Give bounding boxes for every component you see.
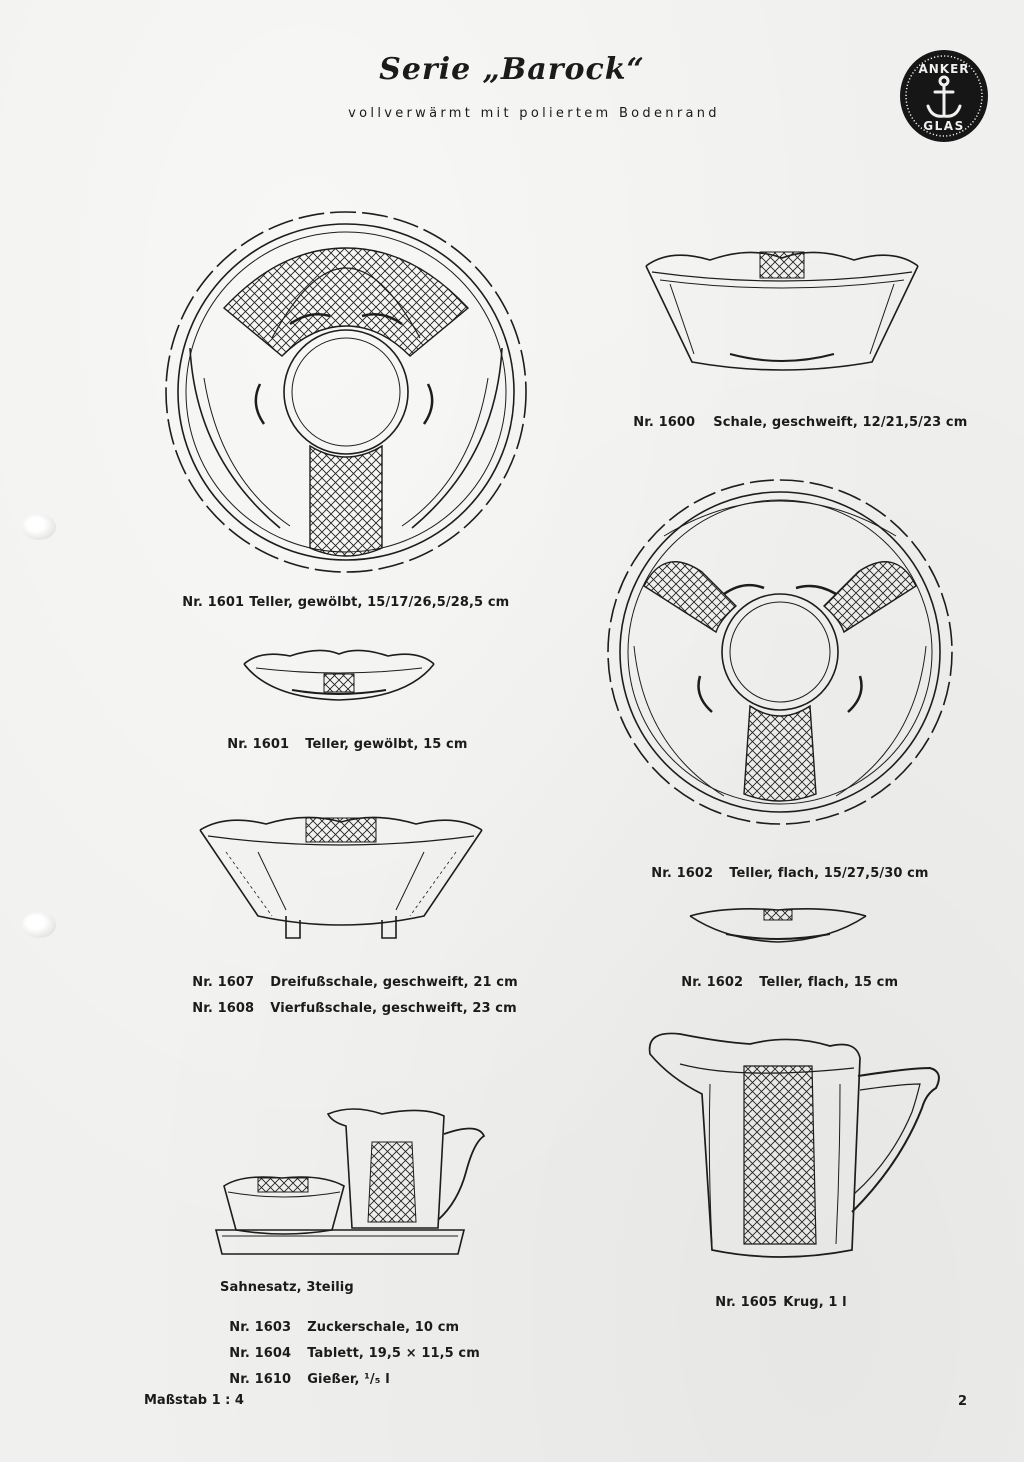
product-description: Schale, geschweift, 12/21,5/23 cm: [713, 415, 968, 430]
logo-top-text: ANKER: [918, 62, 970, 76]
anker-glas-logo: [898, 48, 990, 144]
bowl-1600-drawing: [640, 244, 924, 378]
product-description: Teller, flach, 15 cm: [759, 975, 899, 990]
caption-1600: [624, 400, 967, 430]
jug-1605-drawing: [640, 1024, 946, 1264]
cream-set-heading: Sahnesatz, 3teilig: [220, 1280, 354, 1295]
product-number: Nr. 1610: [229, 1372, 292, 1387]
caption-1601-large: [173, 580, 509, 610]
plate-1602-small-drawing: [686, 904, 870, 946]
product-number: Nr. 1607: [192, 975, 255, 990]
caption-1610: [220, 1357, 390, 1387]
product-number: Nr. 1608: [192, 1001, 255, 1016]
caption-1605: [706, 1280, 847, 1310]
product-number: Nr. 1600: [633, 415, 696, 430]
product-description: Zuckerschale, 10 cm: [307, 1320, 460, 1335]
plate-1601-small-drawing: [240, 644, 438, 704]
plate-1601-large-drawing: [160, 208, 532, 576]
product-description: Gießer, ¹/₅ l: [307, 1372, 390, 1387]
product-number: Nr. 1602: [651, 866, 714, 881]
logo-bottom-text: GLAS: [923, 119, 965, 133]
page-subtitle: vollverwärmt mit poliertem Bodenrand: [348, 106, 720, 121]
plate-1602-large-drawing: [604, 476, 956, 828]
footed-bowl-1607-drawing: [196, 812, 486, 946]
product-description: Dreifußschale, geschweift, 21 cm: [270, 975, 518, 990]
product-number: Nr. 1605: [715, 1295, 778, 1310]
page-number: 2: [958, 1394, 968, 1409]
scale-note: Maßstab 1 : 4: [144, 1393, 244, 1408]
product-number: Nr. 1601: [227, 737, 290, 752]
product-number: Nr. 1601: [182, 595, 245, 610]
cream-set-drawing: [212, 1102, 492, 1260]
punch-hole: [22, 912, 56, 938]
product-description: Vierfußschale, geschweift, 23 cm: [270, 1001, 517, 1016]
caption-1608: [183, 986, 517, 1016]
caption-1602-large: [642, 851, 929, 881]
product-description: Teller, flach, 15/27,5/30 cm: [729, 866, 929, 881]
product-description: Tablett, 19,5 × 11,5 cm: [307, 1346, 480, 1361]
page-title: Serie „Barock“: [379, 52, 645, 87]
product-number: Nr. 1603: [229, 1320, 292, 1335]
product-description: Teller, gewölbt, 15/17/26,5/28,5 cm: [249, 595, 510, 610]
product-number: Nr. 1602: [681, 975, 744, 990]
caption-1601-small: [218, 722, 468, 752]
product-number: Nr. 1604: [229, 1346, 292, 1361]
product-description: Teller, gewölbt, 15 cm: [305, 737, 468, 752]
product-description: Krug, 1 l: [783, 1295, 847, 1310]
punch-hole: [22, 514, 56, 540]
caption-1602-small: [672, 960, 898, 990]
